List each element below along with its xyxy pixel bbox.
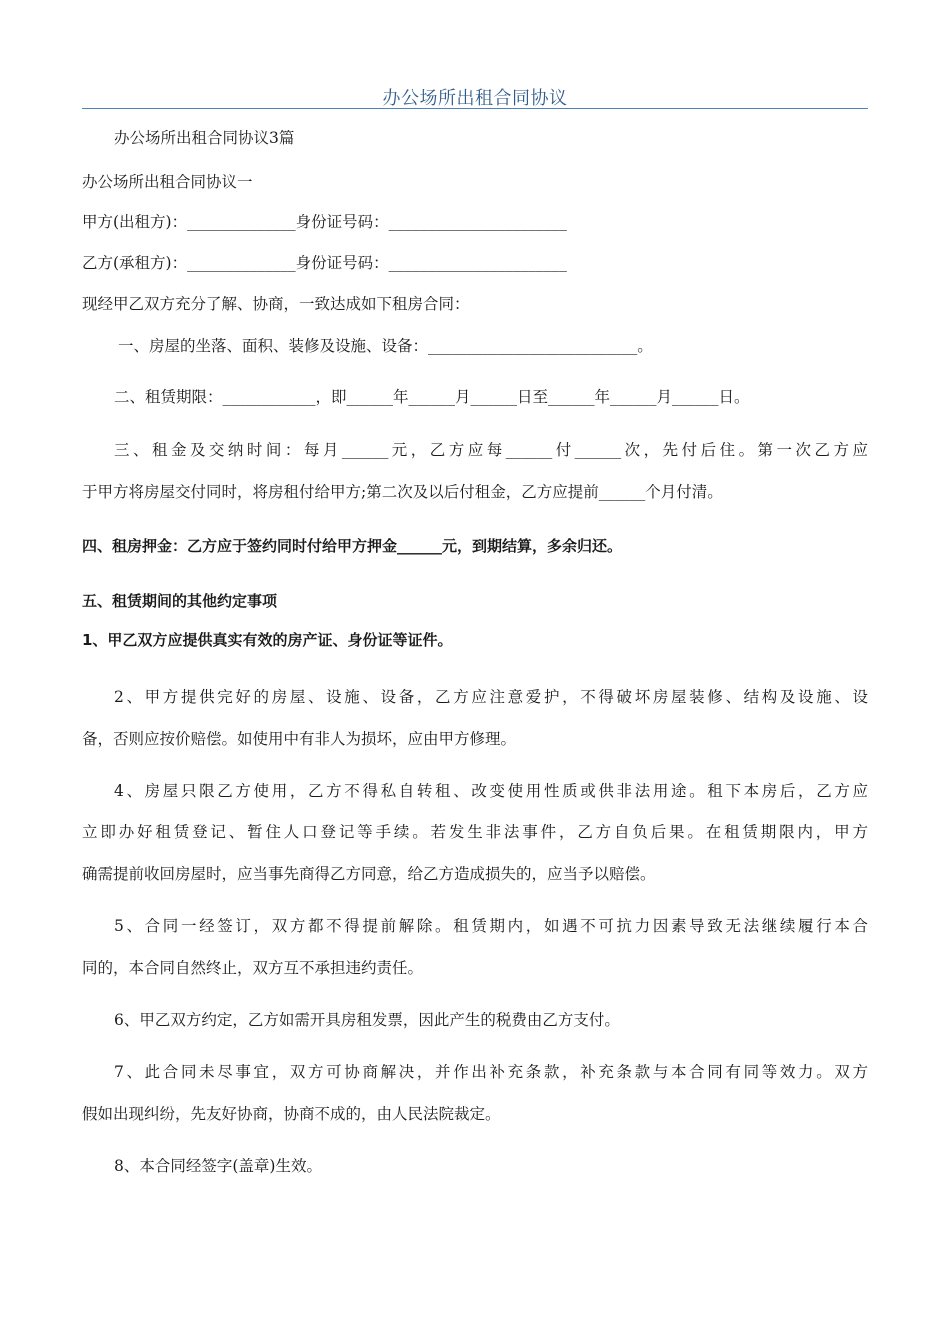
item-4-line-1: 4、房屋只限乙方使用，乙方不得私自转租、改变使用性质或供非法用途。租下本房后，乙方应 [114, 782, 868, 800]
section-heading: 办公场所出租合同协议一 [82, 173, 253, 191]
title-divider [82, 108, 868, 109]
party-a-line: 甲方(出租方)：______________身份证号码：_______________________ [82, 213, 567, 231]
item-6: 6、甲乙双方约定，乙方如需开具房租发票，因此产生的税费由乙方支付。 [114, 1011, 620, 1029]
clause-3-line-1: 三、租金及交纳时间：每月______元，乙方应每______付______次，先付后住。第一次乙方应 [114, 441, 868, 459]
item-2-line-1: 2、甲方提供完好的房屋、设施、设备，乙方应注意爱护，不得破坏房屋装修、结构及设施、设 [114, 688, 868, 706]
item-2-line-2: 备，否则应按价赔偿。如使用中有非人为损坏，应由甲方修理。 [82, 730, 517, 748]
item-5-line-2: 同的，本合同自然终止，双方互不承担违约责任。 [82, 959, 424, 977]
item-4-line-2: 立即办好租赁登记、暂住人口登记等手续。若发生非法事件，乙方自负后果。在租赁期限内，甲方 [82, 823, 868, 841]
intro-paragraph: 现经甲乙双方充分了解、协商，一致达成如下租房合同： [82, 295, 470, 313]
clause-4: 四、租房押金：乙方应于签约同时付给甲方押金______元，到期结算，多余归还。 [82, 537, 623, 555]
subtitle: 办公场所出租合同协议3篇 [114, 129, 295, 147]
item-8: 8、本合同经签字(盖章)生效。 [114, 1157, 322, 1175]
clause-2: 二、租赁期限：____________，即______年______月______日至______年______月______日。 [114, 388, 750, 406]
item-7-line-1: 7、此合同未尽事宜，双方可协商解决，并作出补充条款，补充条款与本合同有同等效力。双方 [114, 1063, 868, 1081]
item-1: 1、甲乙双方应提供真实有效的房产证、身份证等证件。 [82, 631, 453, 649]
clause-3-line-2: 于甲方将房屋交付同时，将房租付给甲方;第二次及以后付租金，乙方应提前______个月付清。 [82, 483, 723, 501]
party-b-line: 乙方(承租方)：______________身份证号码：_______________________ [82, 254, 567, 272]
item-7-line-2: 假如出现纠纷，先友好协商，协商不成的，由人民法院裁定。 [82, 1105, 501, 1123]
item-4-line-3: 确需提前收回房屋时，应当事先商得乙方同意，给乙方造成损失的，应当予以赔偿。 [82, 865, 656, 883]
page-title: 办公场所出租合同协议 [382, 88, 568, 109]
item-5-line-1: 5、合同一经签订，双方都不得提前解除。租赁期内，如遇不可抗力因素导致无法继续履行本合 [114, 917, 868, 935]
clause-1: 一、房屋的坐落、面积、装修及设施、设备：___________________________。 [118, 337, 653, 355]
clause-5-heading: 五、租赁期间的其他约定事项 [82, 592, 278, 610]
